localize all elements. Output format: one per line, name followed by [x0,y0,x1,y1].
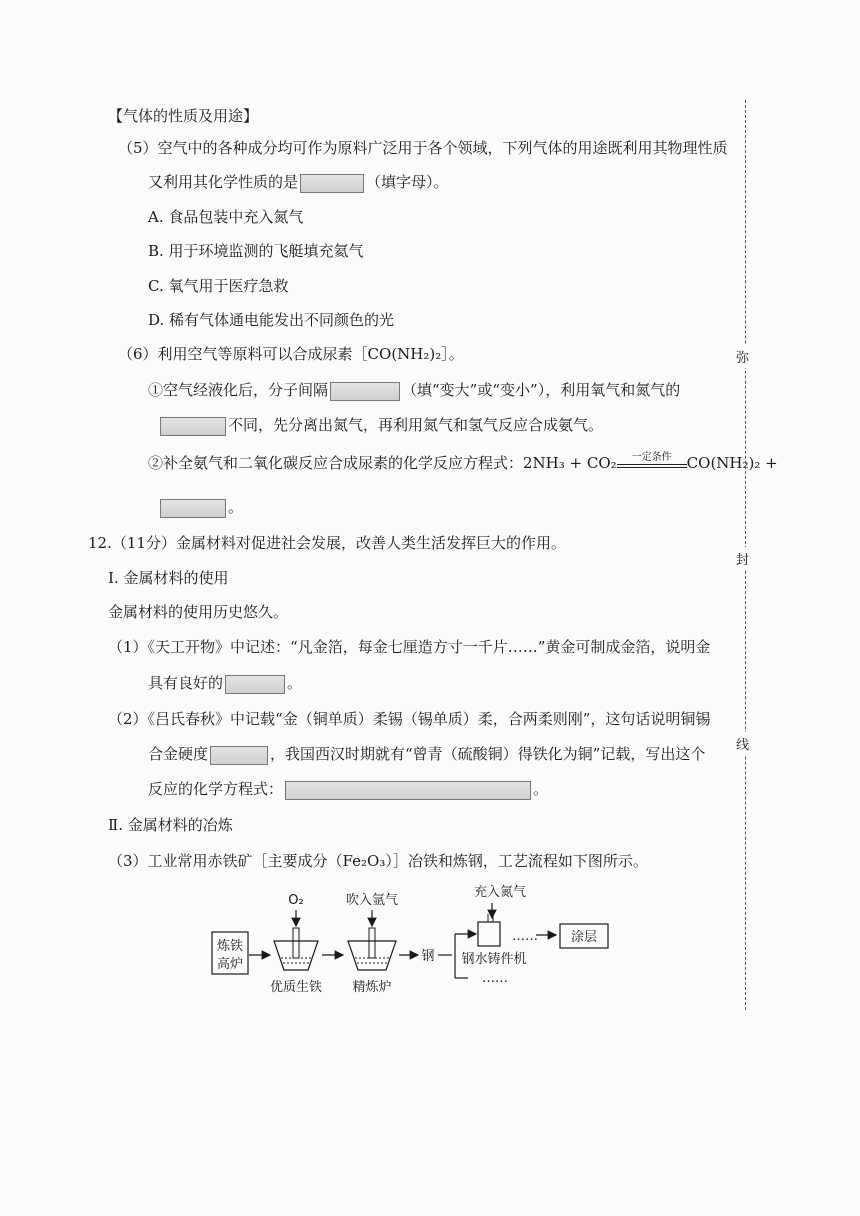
option-a: A. 食品包装中充入氮气 [148,208,304,226]
binding-char-3: 线 [736,732,749,755]
blast-furnace-label-2: 高炉 [216,957,244,972]
reaction-condition: 一定条件 [631,452,672,463]
question-6-1b-text: 不同，先分离出氮气，再利用氮气和氢气反应合成氨气。 [228,416,604,434]
question-3-line: （3）工业常用赤铁矿［主要成分（Fe₂O₃）］冶铁和炼钢，工艺流程如下图所示。 [108,852,648,870]
question-6-2-prefix: ②补全氨气和二氧化碳反应合成尿素的化学反应方程式：2NH₃ + CO₂ [148,454,617,472]
question-2-line-1: （2）《吕氏春秋》中记载“金（铜单质）柔锡（锡单质）柔，合两柔则刚”，这句话说明铜锡 [108,710,711,728]
part-1-intro: 金属材料的使用历史悠久。 [108,603,289,621]
caster-box [478,922,500,946]
question-5-suffix: （填字母）。 [366,173,449,191]
o2-label: O₂ [288,893,304,908]
section-heading-gas: 【气体的性质及用途】 [108,107,259,125]
question-6-1-prefix: ①空气经液化后，分子间隔 [148,381,329,399]
dots-top: …… [512,929,538,944]
refining-furnace-label: 精炼炉 [352,980,392,995]
steel-label: 钢 [421,949,435,964]
fill-gas-label: 充入氮气 [473,885,527,900]
converter-vessel [274,941,318,970]
dots-bottom: …… [482,971,508,986]
question-6-2-product: CO(NH₂)₂ + [686,454,778,472]
question-5-line-1: （5）空气中的各种成分均可作为原料广泛用于各个领域，下列气体的用途既利用其物理性质 [118,139,728,157]
question-12-title: 12.（11分）金属材料对促进社会发展，改善人类生活发挥巨大的作用。 [88,534,566,552]
binding-char-2: 封 [736,547,749,570]
part-1-heading: Ⅰ. 金属材料的使用 [108,569,229,587]
option-d: D. 稀有气体通电能发出不同颜色的光 [148,311,395,329]
option-b: B. 用于环境监测的飞艇填充氦气 [148,242,364,260]
question-2-suffix: ，我国西汉时期就有“曾青（硫酸铜）得铁化为铜”记载，写出这个 [270,745,706,763]
caster-label: 钢水铸件机 [461,952,527,967]
question-6-2-end: 。 [228,498,244,516]
coating-label: 涂层 [570,930,598,945]
binding-char-1: 弥 [736,345,749,368]
question-1-suffix: 。 [287,674,303,692]
oxygen-lance [293,928,299,958]
question-1-prefix: 具有良好的 [148,674,224,692]
refining-vessel [348,941,396,970]
option-c: C. 氧气用于医疗急救 [148,277,289,295]
question-5-prefix: 又利用其化学性质的是 [148,173,299,191]
blast-furnace-label-1: 炼铁 [216,939,244,954]
blow-gas-label: 吹入氩气 [345,893,399,908]
pig-iron-label: 优质生铁 [269,980,323,995]
question-6-line: （6）利用空气等原料可以合成尿素［CO(NH₂)₂］。 [118,345,464,363]
question-2-equation-suffix: 。 [533,780,549,798]
question-2-prefix: 合金硬度 [148,745,209,763]
question-2-equation-prefix: 反应的化学方程式： [148,780,284,798]
question-6-1-suffix: （填“变大”或“变小”），利用氧气和氮气的 [402,381,681,399]
question-1-line-1: （1）《天工开物》中记述：“凡金箔，每金七厘造方寸一千片……”黄金可制成金箔，说明金 [108,638,711,656]
part-2-heading: Ⅱ. 金属材料的冶炼 [108,816,233,834]
